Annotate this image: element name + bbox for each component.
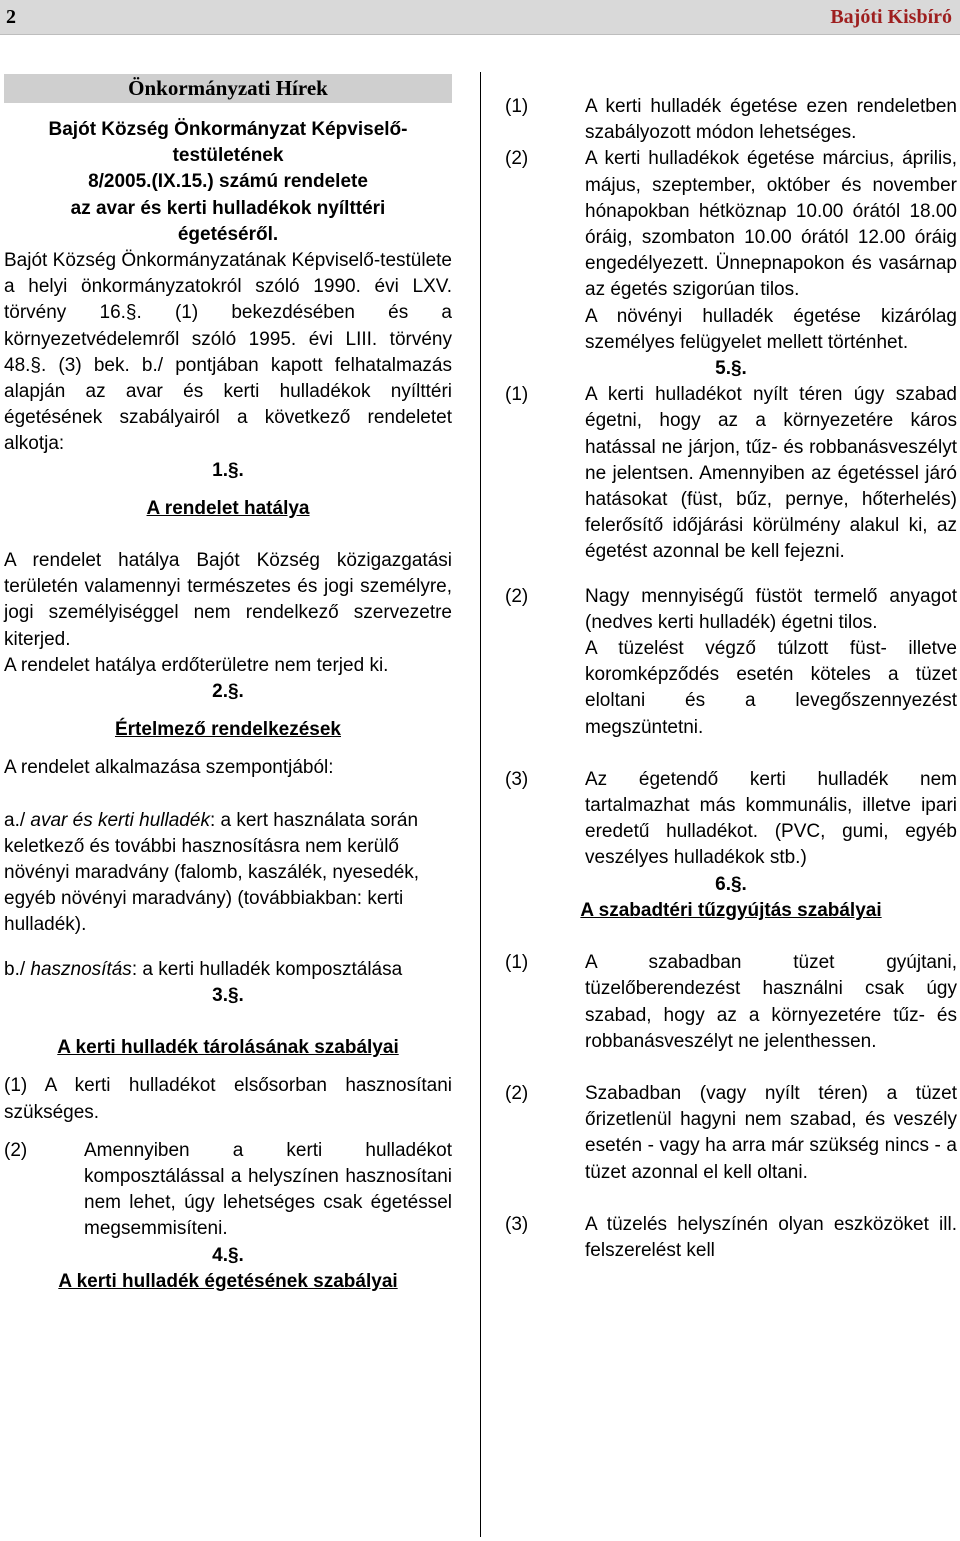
ordinance-title: Bajót Község Önkormányzat Képviselő- testületének 8/2005.(IX.15.) számú rendelete az avar és kerti hulladékok nyílttéri égetéséről. bbox=[48, 119, 408, 245]
section-2-title: Értelmező rendelkezések bbox=[114, 719, 341, 741]
section-6-paragraph-2: (2) Szabadban (vagy nyílt téren) a tüzet őrizetlenül hagyni nem szabad, és veszély esetén - vagy ha arra már szükség nincs - a tüzet azonnal el kell oltani. bbox=[505, 1082, 957, 1183]
section-3-title: A kerti hulladék tárolásának szabályai bbox=[57, 1037, 399, 1059]
section-2-intro: A rendelet alkalmazása szempontjából: bbox=[4, 757, 334, 779]
section-3-paragraph-1: (1) A kerti hulladékot elsősorban hasznosítani szükséges. bbox=[4, 1075, 452, 1123]
definition-a-term: avar és kerti hulladék bbox=[30, 809, 210, 831]
page-number: 2 bbox=[6, 6, 16, 28]
right-column bbox=[505, 70, 957, 1264]
section-6-paragraph-1: (1) A szabadban tüzet gyújtani, tüzelőberendezést használni csak úgy szabad, hogy az a környezetére tűz- és robbanásveszélyt ne jelenthessen. bbox=[505, 952, 957, 1052]
section-5-paragraph-1: (1) A kerti hulladékot nyílt téren úgy szabad égetni, hogy az a környezetére káros hatással ne járjon, tűz- és robbanásveszélyt ne jelentsen. Amennyiben az égetéssel járó hatásokat (füst, bűz, pernye, hőterhelés) felerősítő időjárási körülmény alakul ki, az égetést azonnal be kell fejezni. bbox=[505, 384, 957, 563]
section-4-paragraph-1: (1) A kerti hulladék égetése ezen rendeletben szabályozott módon lehetséges. bbox=[505, 96, 957, 144]
section-5-paragraph-3: (3) Az égetendő kerti hulladék nem tartalmazhat más kommunális, illetve ipari eredetű hulladékot. (PVC, gumi, egyéb veszélyes hulladékok stb.) bbox=[505, 768, 957, 869]
section-2-number: 2.§. bbox=[212, 681, 244, 703]
definition-b: b./ hasznosítás: a kerti hulladék komposztálása bbox=[4, 958, 403, 980]
section-5-number: 5.§. bbox=[715, 358, 747, 380]
section-1-title: A rendelet hatálya bbox=[146, 497, 310, 519]
publication-title: Bajóti Kisbíró bbox=[830, 6, 952, 28]
section-3-paragraph-2: (2) Amennyiben a kerti hulladékot komposztálással a helyszínen hasznosítani nem lehet, úgy lehetséges csak égetéssel megsemmisíteni. bbox=[4, 1139, 452, 1240]
preamble: Bajót Község Önkormányzatának Képviselő-testülete a helyi önkormányzatokról szóló 1990. évi LXV. törvény 16.§. (1) bekezdésében és a környezetvédelemről szóló 1995. évi LIII. törvény 48.§. (3) bek. b./ pontjában kapott felhatalmazás alapján az avar és kerti hulladékok nyílttéri égetésének szabályairól a következő rendeletet alkotja: bbox=[4, 250, 452, 455]
section-5-paragraph-2-extra: A tüzelést végző túlzott füst- illetve koromképződés esetén köteles a tüzet eloltani és a levegőszennyezést megszüntetni. bbox=[585, 638, 957, 738]
page-header bbox=[0, 0, 960, 35]
section-1-paragraph-2: A rendelet hatálya erdőterületre nem terjed ki. bbox=[4, 654, 389, 676]
column-divider bbox=[480, 72, 481, 1537]
section-heading: Önkormányzati Hírek bbox=[4, 74, 452, 103]
section-4-paragraph-2: (2) A kerti hulladékok égetése március, április, május, szeptember, október és november hónapokban hétköznap 10.00 órától 18.00 óráig, szombaton 10.00 órától 12.00 óráig engedélyezett. Ünnepnapokon és vasárnap az égetés szigorúan tilos. bbox=[505, 148, 957, 301]
definition-b-term: hasznosítás bbox=[30, 958, 132, 980]
section-1-number: 1.§. bbox=[212, 459, 244, 481]
section-6-number: 6.§. bbox=[715, 873, 747, 895]
section-6-paragraph-3: (3) A tüzelés helyszínén olyan eszközöket ill. felszerelést kell bbox=[505, 1213, 957, 1261]
section-4-number: 4.§. bbox=[212, 1244, 244, 1266]
section-3-number: 3.§. bbox=[212, 984, 244, 1006]
section-4-title: A kerti hulladék égetésének szabályai bbox=[58, 1270, 398, 1292]
definition-a: a./ avar és kerti hulladék: a kert használata során keletkező és további hasznosításra nem kerülő növényi maradvány (falomb, kaszálék, nyesedék, egyéb növényi maradvány) (továbbiakban: kerti hulladék). bbox=[4, 809, 420, 936]
section-5-paragraph-2: (2) Nagy mennyiségű füstöt termelő anyagot (nedves kerti hulladék) égetni tilos. bbox=[505, 585, 957, 633]
section-1-paragraph-1: A rendelet hatálya Bajót Község közigazgatási területén valamennyi természetes és jogi személyre, jogi személyiséggel nem rendelkező szervezetre kiterjed. bbox=[4, 550, 452, 650]
section-4-paragraph-2-extra: A növényi hulladék égetése kizárólag személyes felügyelet mellett történhet. bbox=[585, 305, 957, 353]
section-6-title: A szabadtéri tűzgyújtás szabályai bbox=[580, 899, 882, 921]
left-column bbox=[4, 70, 452, 1295]
